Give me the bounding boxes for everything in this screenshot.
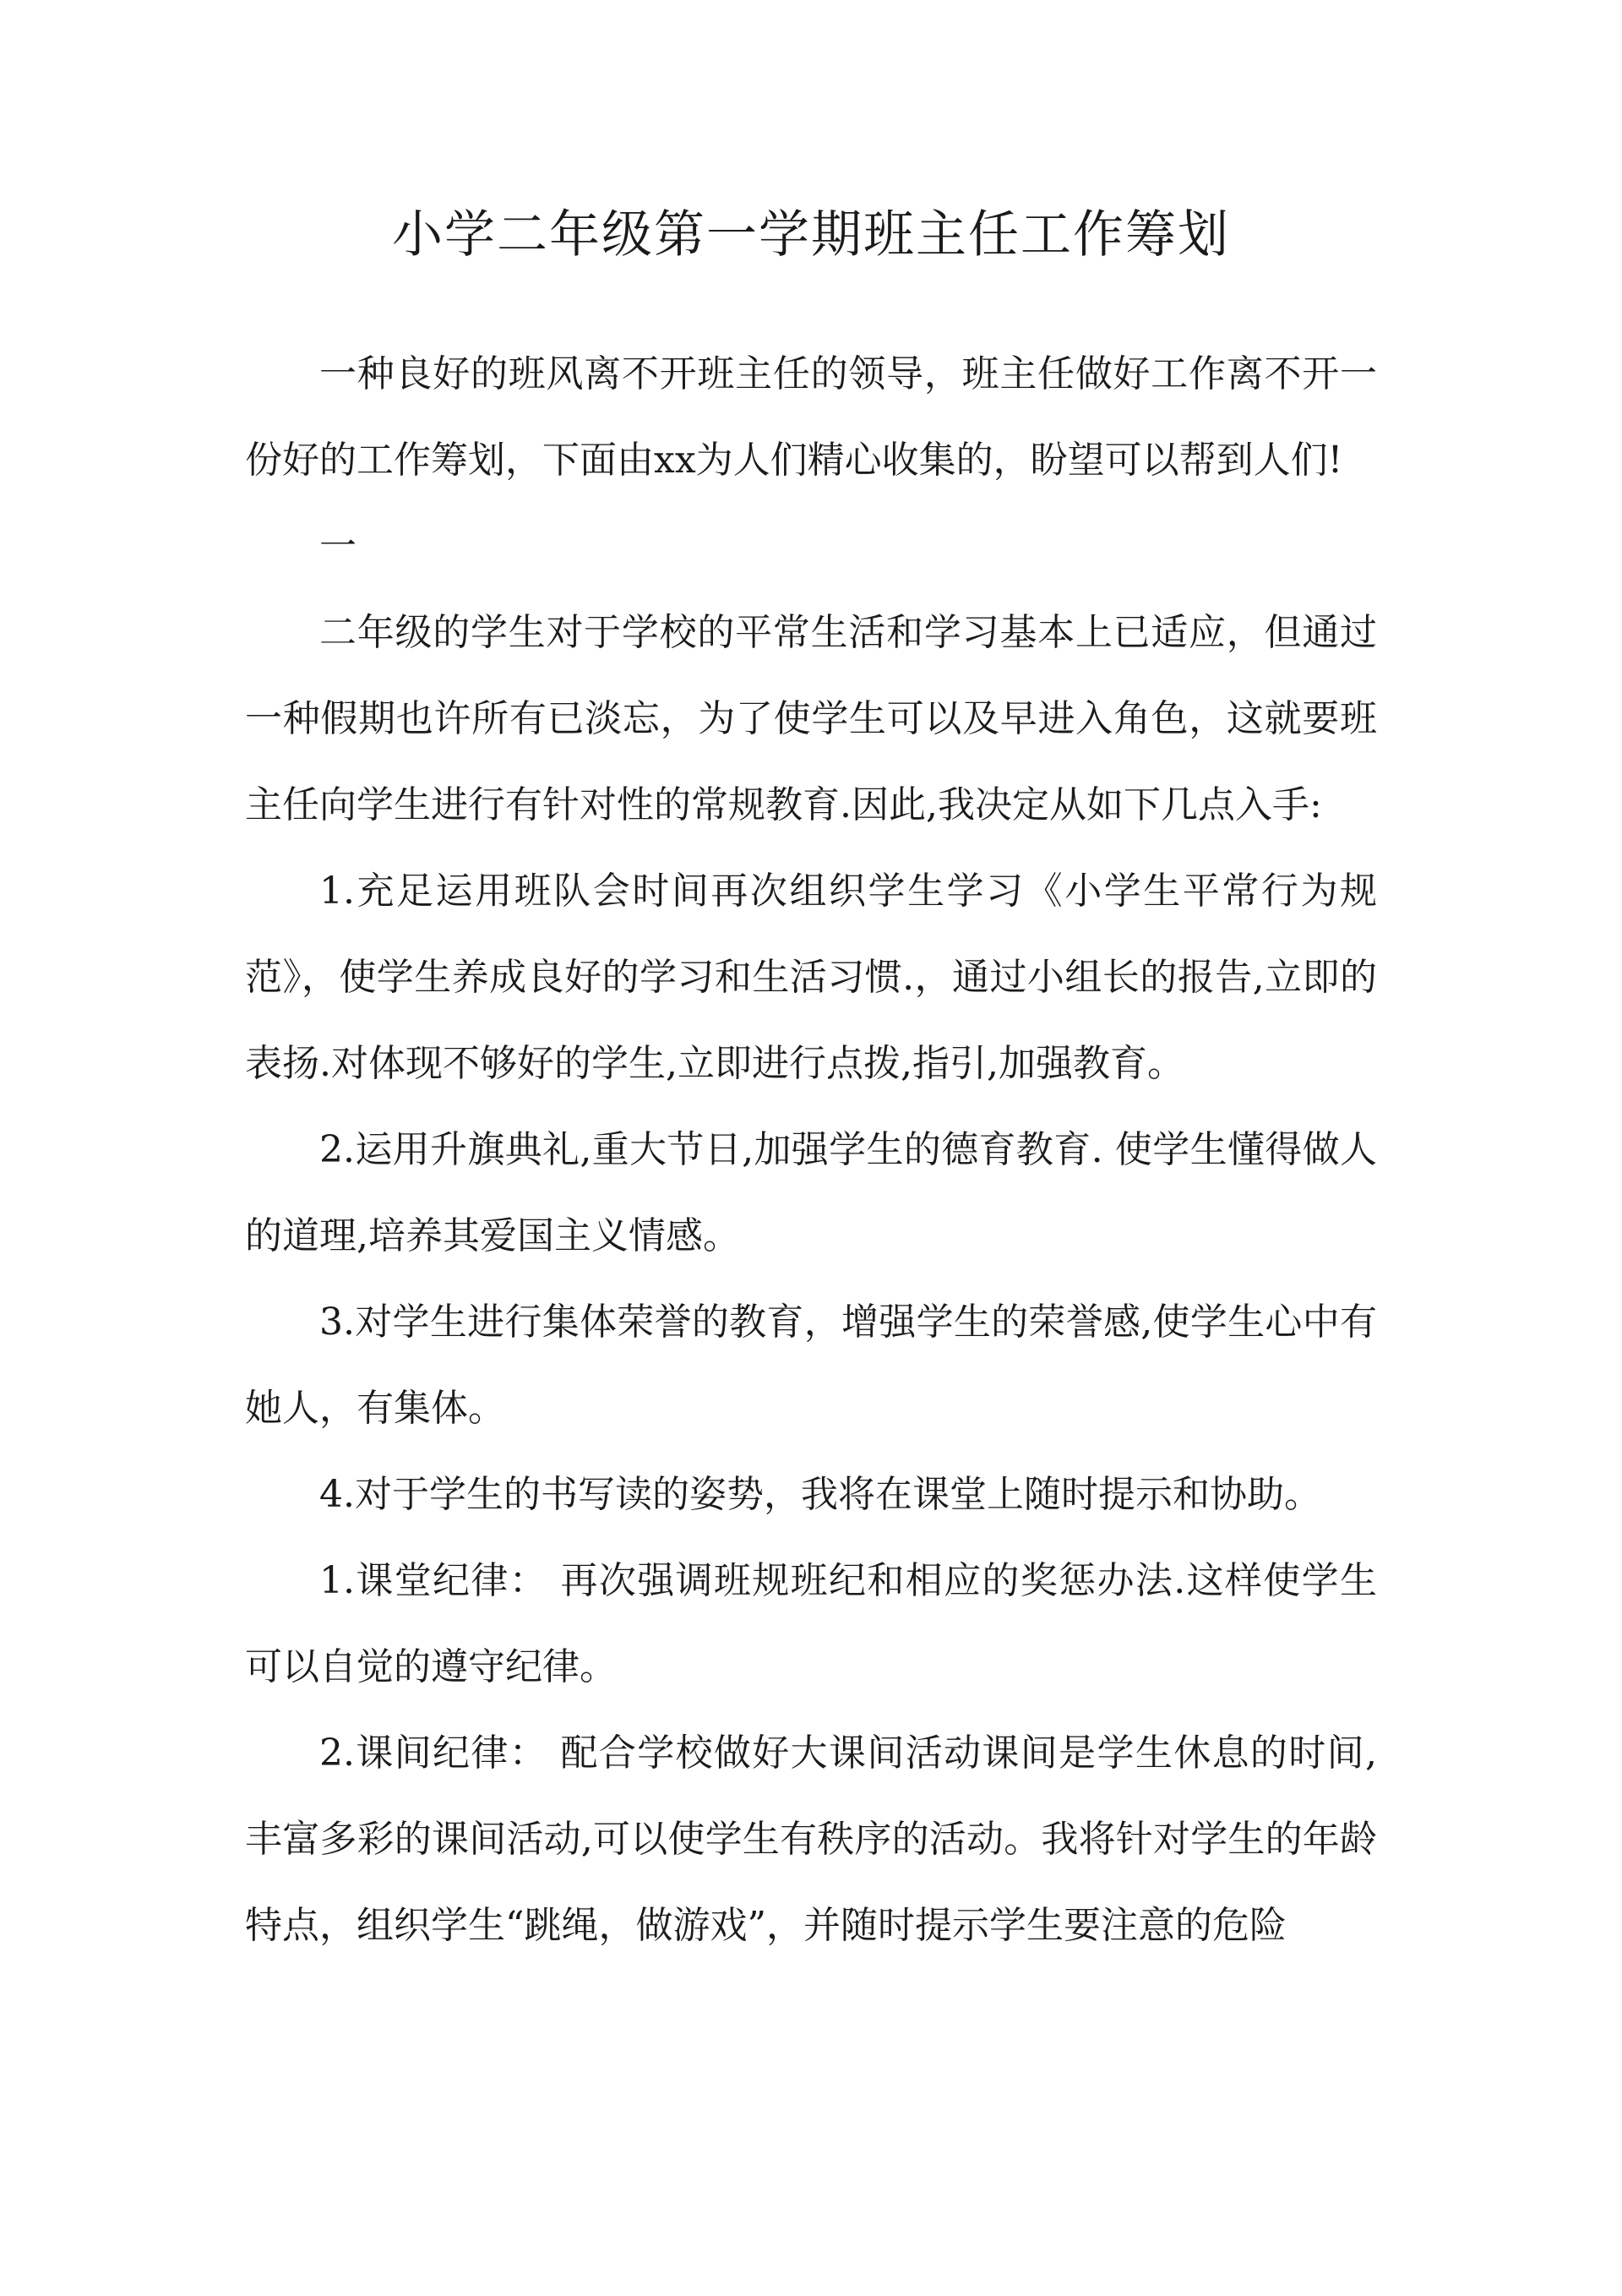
list-item: 1.充足运用班队会时间再次组织学生学习《小学生平常行为规范》，使学生养成良好的学习和生活习惯.，通过小组长的报告,立即的表扬.对体现不够好的学生,立即进行点拨,指引,加强教育。: [245, 870, 1377, 1085]
list-item: 4.对于学生的书写读的姿势，我将在课堂上随时提示和协助。: [319, 1473, 1321, 1516]
paragraph-intro: 一种良好的班风离不开班主任的领导，班主任做好工作离不开一份好的工作筹划，下面由xx为人们精心收集的，盼望可以帮到人们!: [245, 352, 1377, 482]
paragraph: 二年级的学生对于学校的平常生活和学习基本上已适应，但通过一种假期也许所有已淡忘，为了使学生可以及早进入角色，这就要班主任向学生进行有针对性的常规教育.因此,我决定从如下几点入手:: [245, 611, 1377, 826]
list-item: 3.对学生进行集体荣誉的教育，增强学生的荣誉感,使学生心中有她人，有集体。: [245, 1301, 1377, 1430]
section-heading: 一: [319, 525, 357, 568]
list-item: 2.课间纪律： 配合学校做好大课间活动课间是学生休息的时间,丰富多彩的课间活动,可以使学生有秩序的活动。我将针对学生的年龄特点，组织学生“跳绳，做游戏”，并随时提示学生要注意的危险: [245, 1732, 1377, 1947]
page-title: 小学二年级第一学期班主任工作筹划: [392, 205, 1230, 265]
list-item: 1.课堂纪律： 再次强调班规班纪和相应的奖惩办法.这样使学生可以自觉的遵守纪律。: [245, 1559, 1377, 1688]
document-body: [245, 331, 1377, 1969]
list-item: 2.运用升旗典礼,重大节日,加强学生的德育教育. 使学生懂得做人的道理,培养其爱国主义情感。: [245, 1128, 1377, 1257]
